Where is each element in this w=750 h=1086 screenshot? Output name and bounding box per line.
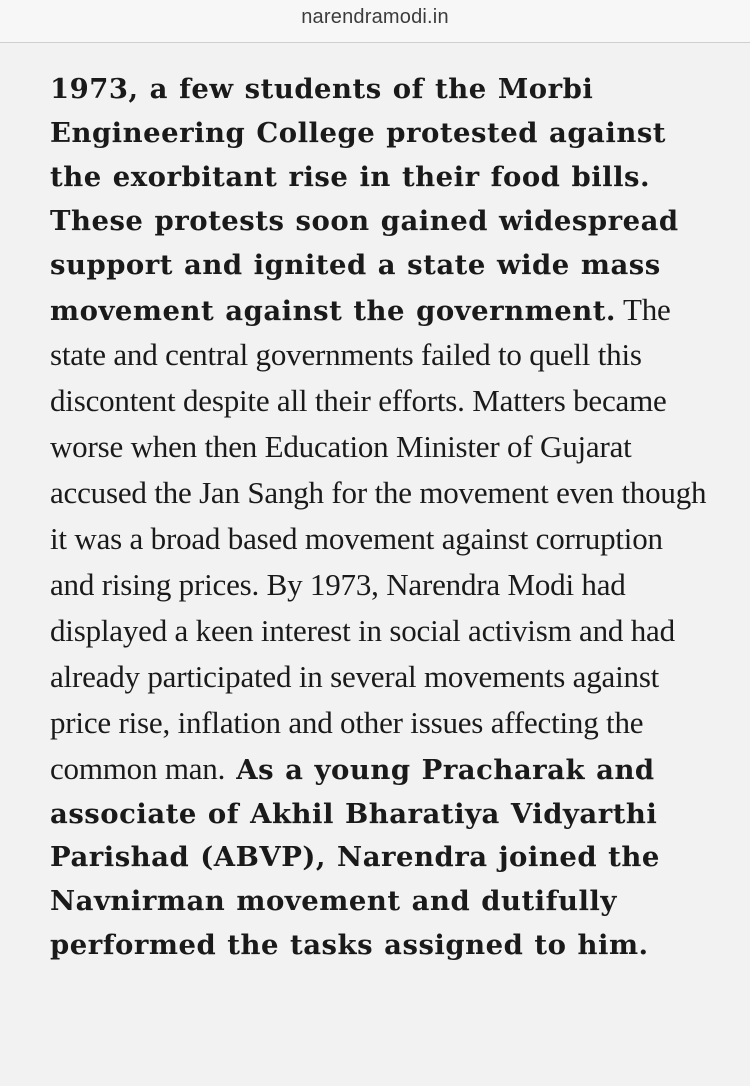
article-bold-text-2: As a young Pracharak and associate of Akhil Bharatiya Vidyarthi Parishad (ABVP), Narendra joined the Navnirman movement and dutifully performed the tasks assigned to him. [50, 753, 660, 962]
article-bold-text-1: 1973, a few students of the Morbi Engineering College protested against the exorbitant rise in their food bills. These protests soon gained widespread support and ignited a state wide mass movement against the government. [50, 73, 679, 327]
url-text[interactable]: narendramodi.in [301, 6, 449, 28]
address-bar[interactable] [0, 0, 750, 43]
article-paragraph [50, 68, 710, 968]
article-regular-text: The state and central governments failed to quell this discontent despite all their efforts. Matters became worse when then Education Minister of Gujarat accused the Jan Sangh for the movement even though it was a broad based movement against corruption and rising prices. By 1973, Narendra Modi had displayed a keen interest in social activism and had already participated in several movements against price rise, inflation and other issues affecting the common man. [50, 291, 707, 786]
